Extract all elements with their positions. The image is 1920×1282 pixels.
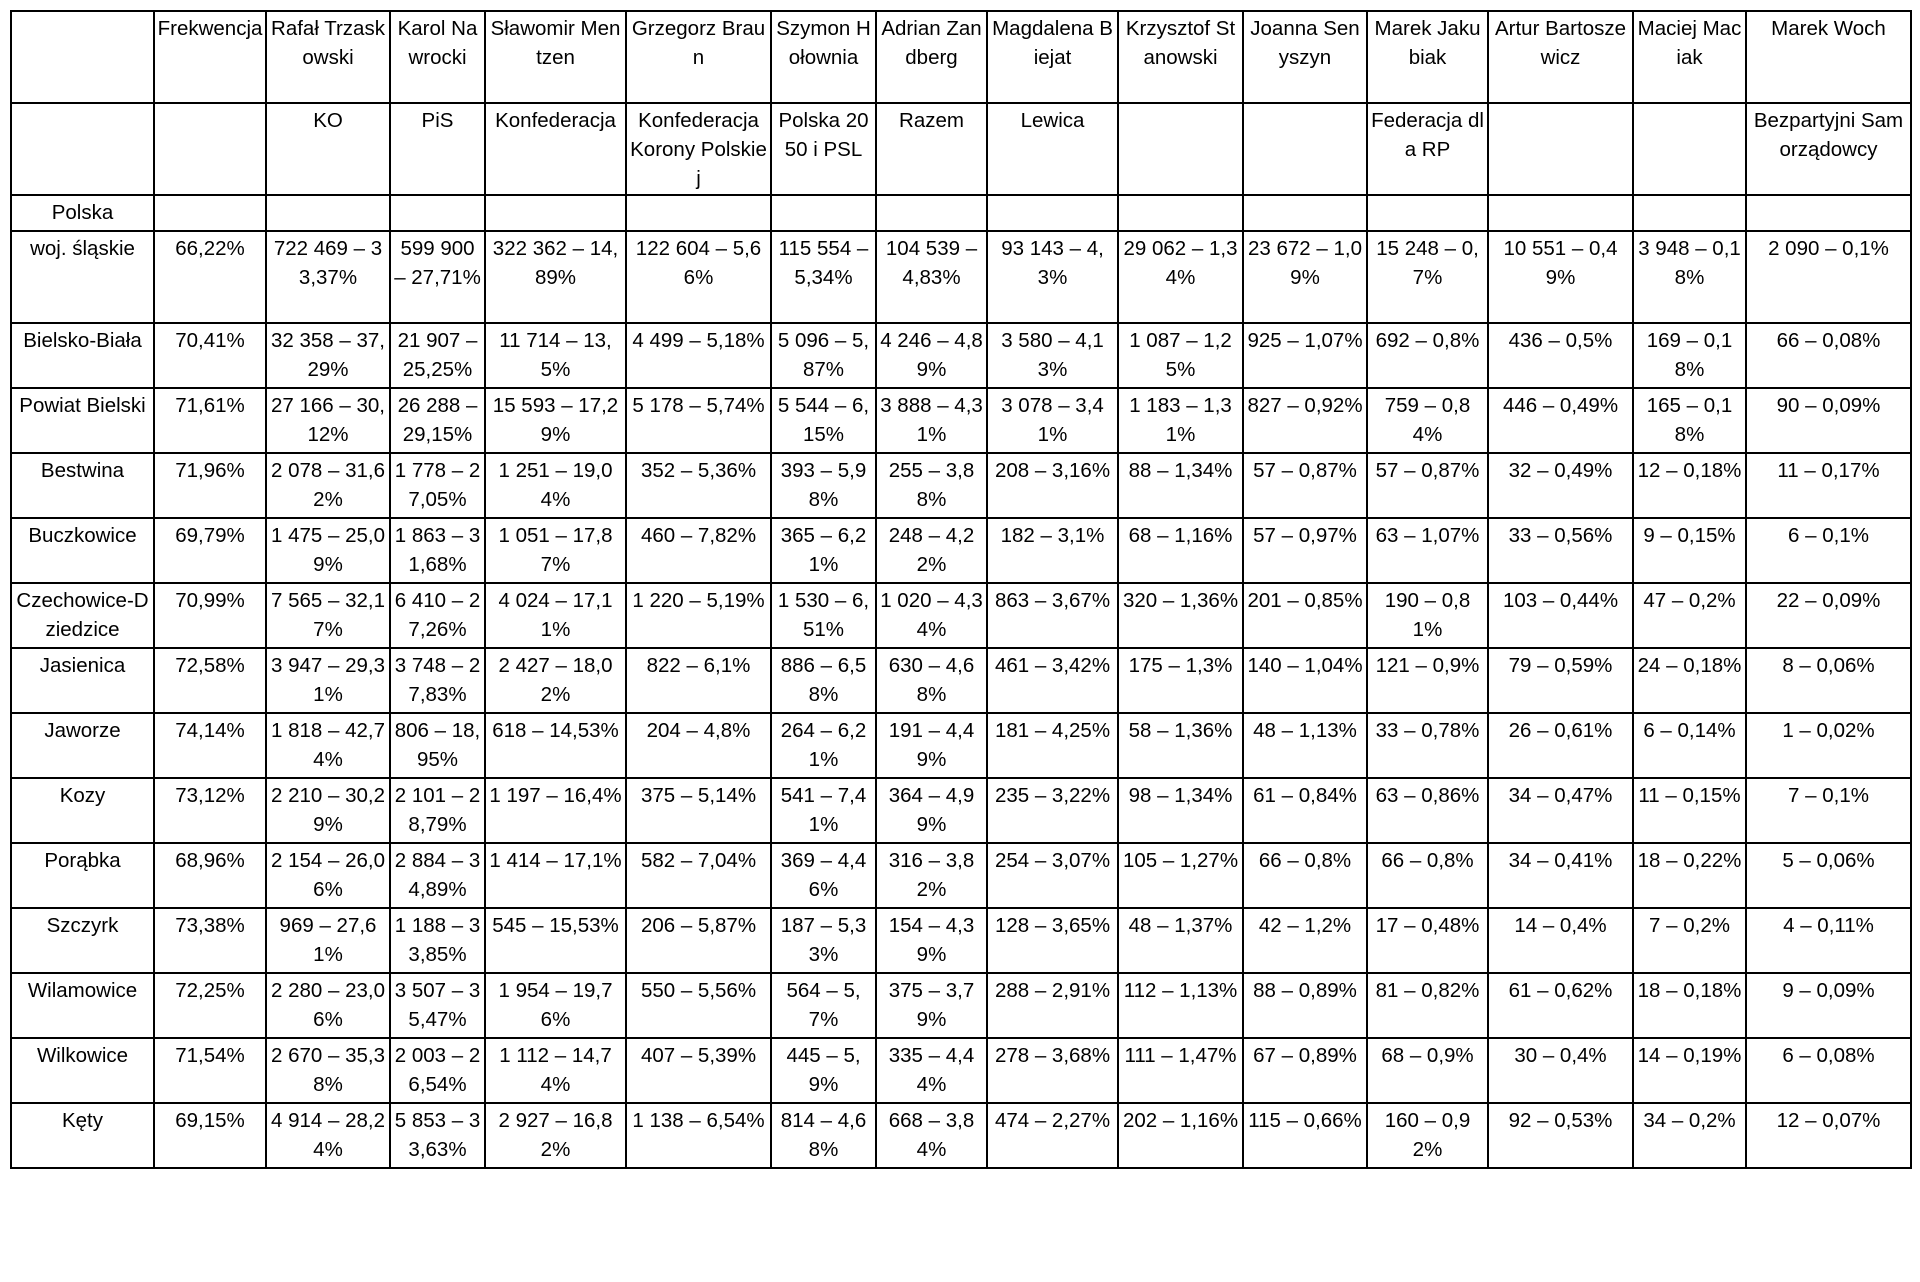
table-cell: 34 – 0,47% (1488, 778, 1633, 843)
table-cell: Konfederacja (485, 103, 626, 195)
table-cell: 71,61% (154, 388, 266, 453)
table-cell: 70,99% (154, 583, 266, 648)
table-cell: 320 – 1,36% (1118, 583, 1243, 648)
table-cell: 48 – 1,13% (1243, 713, 1367, 778)
table-cell: 1 251 – 19,04% (485, 453, 626, 518)
table-cell: 140 – 1,04% (1243, 648, 1367, 713)
table-cell: 4 246 – 4,89% (876, 323, 987, 388)
table-cell: 190 – 0,81% (1367, 583, 1488, 648)
table-cell (987, 195, 1118, 231)
table-cell: 181 – 4,25% (987, 713, 1118, 778)
table-cell: Polska 2050 i PSL (771, 103, 876, 195)
table-cell: 63 – 0,86% (1367, 778, 1488, 843)
table-cell: 74,14% (154, 713, 266, 778)
table-cell: Lewica (987, 103, 1118, 195)
table-cell: Karol Nawrocki (390, 11, 485, 103)
table-cell: 47 – 0,2% (1633, 583, 1746, 648)
table-cell: 5 853 – 33,63% (390, 1103, 485, 1168)
table-cell: 29 062 – 1,34% (1118, 231, 1243, 323)
table-cell: Marek Jakubiak (1367, 11, 1488, 103)
table-cell: 550 – 5,56% (626, 973, 771, 1038)
row-label-cell (11, 11, 154, 103)
row-label-cell: Wilamowice (11, 973, 154, 1038)
table-cell: 27 166 – 30,12% (266, 388, 390, 453)
table-row (11, 1103, 1911, 1168)
table-cell: 1 188 – 33,85% (390, 908, 485, 973)
table-cell: 235 – 3,22% (987, 778, 1118, 843)
table-cell: 104 539 – 4,83% (876, 231, 987, 323)
table-cell (266, 195, 390, 231)
table-cell: 169 – 0,18% (1633, 323, 1746, 388)
table-cell: Artur Bartoszewicz (1488, 11, 1633, 103)
table-cell: 6 – 0,1% (1746, 518, 1911, 583)
row-label-cell (11, 103, 154, 195)
header-row-candidates (11, 11, 1911, 103)
table-cell: 446 – 0,49% (1488, 388, 1633, 453)
table-cell: 806 – 18,95% (390, 713, 485, 778)
table-cell: 692 – 0,8% (1367, 323, 1488, 388)
table-cell: 61 – 0,62% (1488, 973, 1633, 1038)
table-cell: 10 551 – 0,49% (1488, 231, 1633, 323)
row-label-cell: Jasienica (11, 648, 154, 713)
table-cell: 72,58% (154, 648, 266, 713)
table-cell: 15 248 – 0,7% (1367, 231, 1488, 323)
table-cell: 160 – 0,92% (1367, 1103, 1488, 1168)
section-row-polska (11, 195, 1911, 231)
table-cell: 165 – 0,18% (1633, 388, 1746, 453)
table-cell: 1 530 – 6,51% (771, 583, 876, 648)
table-cell: 6 – 0,08% (1746, 1038, 1911, 1103)
table-cell: 618 – 14,53% (485, 713, 626, 778)
table-row (11, 453, 1911, 518)
table-cell (1488, 195, 1633, 231)
row-label-cell: woj. śląskie (11, 231, 154, 323)
table-cell: 208 – 3,16% (987, 453, 1118, 518)
table-cell: 2 090 – 0,1% (1746, 231, 1911, 323)
table-cell: Rafał Trzaskowski (266, 11, 390, 103)
table-cell: 3 888 – 4,31% (876, 388, 987, 453)
table-row (11, 323, 1911, 388)
table-cell: 822 – 6,1% (626, 648, 771, 713)
table-cell: 115 554 – 5,34% (771, 231, 876, 323)
table-cell: 316 – 3,82% (876, 843, 987, 908)
table-cell: 66 – 0,8% (1243, 843, 1367, 908)
table-cell: 73,38% (154, 908, 266, 973)
table-cell: 154 – 4,39% (876, 908, 987, 973)
table-cell: 582 – 7,04% (626, 843, 771, 908)
table-cell (1118, 195, 1243, 231)
table-cell: PiS (390, 103, 485, 195)
table-cell: 1 778 – 27,05% (390, 453, 485, 518)
table-cell: 17 – 0,48% (1367, 908, 1488, 973)
table-cell: 599 900 – 27,71% (390, 231, 485, 323)
table-cell: 288 – 2,91% (987, 973, 1118, 1038)
table-cell: 21 907 – 25,25% (390, 323, 485, 388)
table-cell: Bezpartyjni Samorządowcy (1746, 103, 1911, 195)
table-cell: 32 358 – 37,29% (266, 323, 390, 388)
table-cell (390, 195, 485, 231)
table-cell: 630 – 4,68% (876, 648, 987, 713)
table-cell: Krzysztof Stanowski (1118, 11, 1243, 103)
table-cell: 2 884 – 34,89% (390, 843, 485, 908)
table-cell (1118, 103, 1243, 195)
table-cell: 18 – 0,22% (1633, 843, 1746, 908)
table-cell: 3 078 – 3,41% (987, 388, 1118, 453)
table-cell: 182 – 3,1% (987, 518, 1118, 583)
table-cell: 2 280 – 23,06% (266, 973, 390, 1038)
table-cell: 69,79% (154, 518, 266, 583)
table-cell: 68 – 1,16% (1118, 518, 1243, 583)
table-cell: 668 – 3,84% (876, 1103, 987, 1168)
table-cell: 863 – 3,67% (987, 583, 1118, 648)
table-cell: 33 – 0,78% (1367, 713, 1488, 778)
table-cell: 201 – 0,85% (1243, 583, 1367, 648)
table-cell (1243, 103, 1367, 195)
table-row (11, 843, 1911, 908)
table-row (11, 713, 1911, 778)
table-cell: 187 – 5,33% (771, 908, 876, 973)
table-cell: 48 – 1,37% (1118, 908, 1243, 973)
table-cell (485, 195, 626, 231)
table-row (11, 583, 1911, 648)
table-cell: 191 – 4,49% (876, 713, 987, 778)
table-cell: 3 947 – 29,31% (266, 648, 390, 713)
table-row (11, 231, 1911, 323)
table-cell: 969 – 27,61% (266, 908, 390, 973)
table-cell: 545 – 15,53% (485, 908, 626, 973)
row-label-cell: Kęty (11, 1103, 154, 1168)
table-row (11, 518, 1911, 583)
table-cell: 886 – 6,58% (771, 648, 876, 713)
table-cell: Joanna Senyszyn (1243, 11, 1367, 103)
row-label-cell: Czechowice-Dziedzice (11, 583, 154, 648)
table-cell: 564 – 5,7% (771, 973, 876, 1038)
table-cell (1633, 103, 1746, 195)
table-cell: 541 – 7,41% (771, 778, 876, 843)
table-cell: 254 – 3,07% (987, 843, 1118, 908)
table-cell: 14 – 0,19% (1633, 1038, 1746, 1103)
table-cell: 32 – 0,49% (1488, 453, 1633, 518)
table-cell: KO (266, 103, 390, 195)
table-cell: 71,54% (154, 1038, 266, 1103)
table-cell: 111 – 1,47% (1118, 1038, 1243, 1103)
row-label-cell: Kozy (11, 778, 154, 843)
table-cell: 1 818 – 42,74% (266, 713, 390, 778)
table-row (11, 778, 1911, 843)
table-cell: 73,12% (154, 778, 266, 843)
table-cell: Sławomir Mentzen (485, 11, 626, 103)
table-cell: 68,96% (154, 843, 266, 908)
table-row (11, 648, 1911, 713)
table-cell: 103 – 0,44% (1488, 583, 1633, 648)
table-cell: 42 – 1,2% (1243, 908, 1367, 973)
table-cell (154, 103, 266, 195)
table-cell: 1 414 – 17,1% (485, 843, 626, 908)
table-cell: 827 – 0,92% (1243, 388, 1367, 453)
table-cell: 1 – 0,02% (1746, 713, 1911, 778)
table-cell: 98 – 1,34% (1118, 778, 1243, 843)
row-label-cell: Buczkowice (11, 518, 154, 583)
table-cell: Szymon Hołownia (771, 11, 876, 103)
table-cell: 22 – 0,09% (1746, 583, 1911, 648)
table-cell: 2 927 – 16,82% (485, 1103, 626, 1168)
row-label-cell: Porąbka (11, 843, 154, 908)
table-cell (1488, 103, 1633, 195)
table-cell: 1 020 – 4,34% (876, 583, 987, 648)
table-cell (1633, 195, 1746, 231)
table-cell: 264 – 6,21% (771, 713, 876, 778)
row-label-cell: Powiat Bielski (11, 388, 154, 453)
table-cell: 1 051 – 17,87% (485, 518, 626, 583)
table-cell: 1 197 – 16,4% (485, 778, 626, 843)
table-cell: Frekwencja (154, 11, 266, 103)
document-page (10, 10, 1910, 1169)
table-cell: Marek Woch (1746, 11, 1911, 103)
table-row (11, 908, 1911, 973)
table-cell: 58 – 1,36% (1118, 713, 1243, 778)
table-cell (154, 195, 266, 231)
table-cell: 365 – 6,21% (771, 518, 876, 583)
table-cell: 335 – 4,44% (876, 1038, 987, 1103)
table-cell: 57 – 0,97% (1243, 518, 1367, 583)
table-cell: 1 475 – 25,09% (266, 518, 390, 583)
table-cell: 5 178 – 5,74% (626, 388, 771, 453)
table-cell: 722 469 – 33,37% (266, 231, 390, 323)
table-cell: 2 003 – 26,54% (390, 1038, 485, 1103)
table-cell: 2 670 – 35,38% (266, 1038, 390, 1103)
table-cell: 90 – 0,09% (1746, 388, 1911, 453)
table-cell: 393 – 5,98% (771, 453, 876, 518)
table-cell (1746, 195, 1911, 231)
table-cell: 2 078 – 31,62% (266, 453, 390, 518)
table-cell: 14 – 0,4% (1488, 908, 1633, 973)
row-label-cell: Szczyrk (11, 908, 154, 973)
table-cell: 57 – 0,87% (1243, 453, 1367, 518)
table-cell: 88 – 1,34% (1118, 453, 1243, 518)
table-cell: Magdalena Biejat (987, 11, 1118, 103)
table-cell: 71,96% (154, 453, 266, 518)
table-cell: 6 – 0,14% (1633, 713, 1746, 778)
row-label-cell: Bestwina (11, 453, 154, 518)
table-cell: 26 288 – 29,15% (390, 388, 485, 453)
table-cell: 11 – 0,17% (1746, 453, 1911, 518)
table-cell: 68 – 0,9% (1367, 1038, 1488, 1103)
table-cell: 69,15% (154, 1103, 266, 1168)
table-cell: 81 – 0,82% (1367, 973, 1488, 1038)
table-cell: 4 499 – 5,18% (626, 323, 771, 388)
table-cell: 112 – 1,13% (1118, 973, 1243, 1038)
table-cell: 175 – 1,3% (1118, 648, 1243, 713)
table-cell: 26 – 0,61% (1488, 713, 1633, 778)
table-body (11, 11, 1911, 1168)
table-cell: 92 – 0,53% (1488, 1103, 1633, 1168)
table-cell: 2 154 – 26,06% (266, 843, 390, 908)
row-label-cell: Jaworze (11, 713, 154, 778)
table-cell: 1 954 – 19,76% (485, 973, 626, 1038)
table-cell: 93 143 – 4,3% (987, 231, 1118, 323)
election-results-table (10, 10, 1912, 1169)
table-cell: Federacja dla RP (1367, 103, 1488, 195)
table-cell: 322 362 – 14,89% (485, 231, 626, 323)
table-cell: 3 580 – 4,13% (987, 323, 1118, 388)
table-cell: 369 – 4,46% (771, 843, 876, 908)
table-cell: 248 – 4,22% (876, 518, 987, 583)
table-cell: 3 748 – 27,83% (390, 648, 485, 713)
table-cell: 461 – 3,42% (987, 648, 1118, 713)
table-cell: 445 – 5,9% (771, 1038, 876, 1103)
table-cell: 23 672 – 1,09% (1243, 231, 1367, 323)
table-cell: 11 714 – 13,5% (485, 323, 626, 388)
table-cell: 15 593 – 17,29% (485, 388, 626, 453)
table-cell: 128 – 3,65% (987, 908, 1118, 973)
table-row (11, 1038, 1911, 1103)
table-cell: 1 863 – 31,68% (390, 518, 485, 583)
row-label-cell: Wilkowice (11, 1038, 154, 1103)
header-row-parties (11, 103, 1911, 195)
table-cell: 66 – 0,08% (1746, 323, 1911, 388)
table-cell: 1 087 – 1,25% (1118, 323, 1243, 388)
table-cell: 18 – 0,18% (1633, 973, 1746, 1038)
table-row (11, 388, 1911, 453)
table-cell: 66 – 0,8% (1367, 843, 1488, 908)
table-cell: 24 – 0,18% (1633, 648, 1746, 713)
table-cell: 9 – 0,15% (1633, 518, 1746, 583)
table-cell: 57 – 0,87% (1367, 453, 1488, 518)
table-cell: 7 – 0,2% (1633, 908, 1746, 973)
table-cell: 206 – 5,87% (626, 908, 771, 973)
table-cell (771, 195, 876, 231)
table-cell: Grzegorz Braun (626, 11, 771, 103)
table-cell: 66,22% (154, 231, 266, 323)
table-cell: 925 – 1,07% (1243, 323, 1367, 388)
table-cell: 255 – 3,88% (876, 453, 987, 518)
table-cell: 4 024 – 17,11% (485, 583, 626, 648)
row-label-cell: Polska (11, 195, 154, 231)
table-cell: 30 – 0,4% (1488, 1038, 1633, 1103)
table-cell: 2 427 – 18,02% (485, 648, 626, 713)
table-cell: 1 138 – 6,54% (626, 1103, 771, 1168)
table-cell: 3 948 – 0,18% (1633, 231, 1746, 323)
table-cell: 61 – 0,84% (1243, 778, 1367, 843)
table-cell: 12 – 0,18% (1633, 453, 1746, 518)
table-cell: 6 410 – 27,26% (390, 583, 485, 648)
table-cell: 88 – 0,89% (1243, 973, 1367, 1038)
row-label-cell: Bielsko-Biała (11, 323, 154, 388)
table-cell: 2 101 – 28,79% (390, 778, 485, 843)
table-cell: 79 – 0,59% (1488, 648, 1633, 713)
table-cell: 436 – 0,5% (1488, 323, 1633, 388)
table-cell: 202 – 1,16% (1118, 1103, 1243, 1168)
table-cell: 72,25% (154, 973, 266, 1038)
table-cell (626, 195, 771, 231)
table-cell: 814 – 4,68% (771, 1103, 876, 1168)
table-cell: 375 – 5,14% (626, 778, 771, 843)
table-cell: 63 – 1,07% (1367, 518, 1488, 583)
table-cell: Maciej Maciak (1633, 11, 1746, 103)
table-cell: 7 – 0,1% (1746, 778, 1911, 843)
table-cell: 105 – 1,27% (1118, 843, 1243, 908)
table-cell: 5 096 – 5,87% (771, 323, 876, 388)
table-cell: 4 – 0,11% (1746, 908, 1911, 973)
table-cell: 2 210 – 30,29% (266, 778, 390, 843)
table-cell: 8 – 0,06% (1746, 648, 1911, 713)
table-cell (1367, 195, 1488, 231)
table-cell: 5 544 – 6,15% (771, 388, 876, 453)
table-cell: 460 – 7,82% (626, 518, 771, 583)
table-cell: 5 – 0,06% (1746, 843, 1911, 908)
table-cell: 34 – 0,41% (1488, 843, 1633, 908)
table-cell: 12 – 0,07% (1746, 1103, 1911, 1168)
table-cell: 759 – 0,84% (1367, 388, 1488, 453)
table-cell: 11 – 0,15% (1633, 778, 1746, 843)
table-cell: 70,41% (154, 323, 266, 388)
table-cell: 278 – 3,68% (987, 1038, 1118, 1103)
table-cell: 204 – 4,8% (626, 713, 771, 778)
table-cell: 9 – 0,09% (1746, 973, 1911, 1038)
table-cell: 115 – 0,66% (1243, 1103, 1367, 1168)
table-cell: Adrian Zandberg (876, 11, 987, 103)
table-cell: 33 – 0,56% (1488, 518, 1633, 583)
table-cell: 7 565 – 32,17% (266, 583, 390, 648)
table-cell: 122 604 – 5,66% (626, 231, 771, 323)
table-cell: 3 507 – 35,47% (390, 973, 485, 1038)
table-cell: 352 – 5,36% (626, 453, 771, 518)
table-cell: 1 220 – 5,19% (626, 583, 771, 648)
table-cell: Konfederacja Korony Polskiej (626, 103, 771, 195)
table-row (11, 973, 1911, 1038)
table-cell: 364 – 4,99% (876, 778, 987, 843)
table-cell (876, 195, 987, 231)
table-cell: 4 914 – 28,24% (266, 1103, 390, 1168)
table-cell: 67 – 0,89% (1243, 1038, 1367, 1103)
table-cell: 34 – 0,2% (1633, 1103, 1746, 1168)
table-cell: 407 – 5,39% (626, 1038, 771, 1103)
table-cell: 375 – 3,79% (876, 973, 987, 1038)
table-cell: Razem (876, 103, 987, 195)
table-cell (1243, 195, 1367, 231)
table-cell: 474 – 2,27% (987, 1103, 1118, 1168)
table-cell: 1 112 – 14,74% (485, 1038, 626, 1103)
table-cell: 1 183 – 1,31% (1118, 388, 1243, 453)
table-cell: 121 – 0,9% (1367, 648, 1488, 713)
